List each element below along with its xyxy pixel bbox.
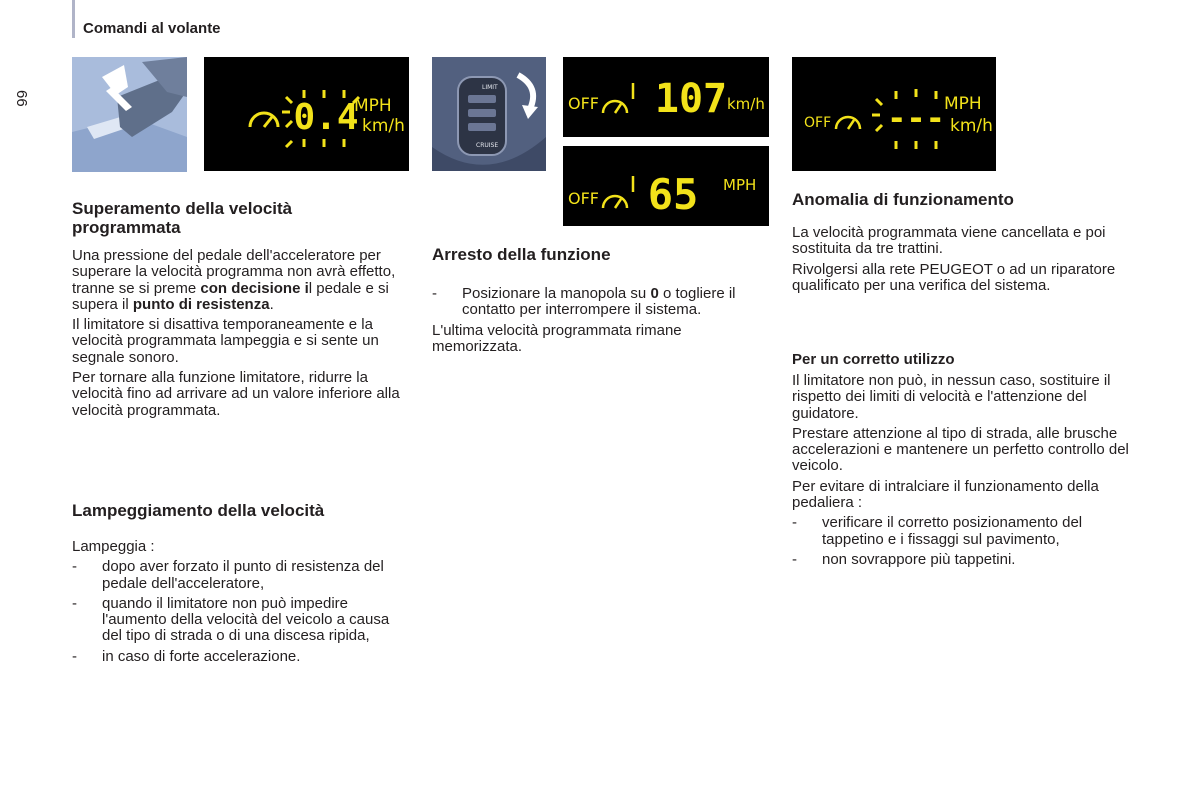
list-item-text: in caso di forte accelerazione. (102, 647, 301, 665)
heading-line-1: Superamento della velocità (72, 199, 293, 218)
paragraph: Il limitatore non può, in nessun caso, sostituire il rispetto dei limiti di velocità e l'attenzione del guidatore. (792, 372, 1111, 422)
text: Una pressione del pedale dell'acceleratore per superare la velocità programma non avrà effetto, tranne se si preme (72, 247, 396, 297)
heading-malfunction: Anomalia di funzionamento (792, 190, 1014, 209)
heading-stop-function: Arresto della funzione (432, 245, 611, 264)
heading-flashing-speed: Lampeggiamento della velocità (72, 501, 325, 520)
paragraph: Prestare attenzione al tipo di strada, alle brusche accelerazioni e mantenere un perfetto controllo del veicolo. (792, 424, 1129, 475)
dashes-display (792, 57, 996, 171)
page-number: 66 (13, 90, 30, 107)
display-speed-value: 65 (647, 170, 699, 219)
malfunction-body (792, 225, 1132, 298)
correct-use-body (792, 373, 1132, 572)
knob-label-limit: LIMIT (482, 84, 498, 91)
display-unit-mph: MPH (944, 94, 982, 114)
text: l pedale e si supera il (72, 279, 389, 313)
off-kmh-display (563, 57, 769, 137)
list-item-text: dopo aver forzato il punto di resistenza del pedale dell'acceleratore, (102, 558, 384, 592)
display-unit-kmh: km/h (362, 116, 405, 136)
display-off-mph (563, 146, 769, 226)
display-speed-value: 107 (654, 76, 728, 122)
heading-line-2: programmata (72, 218, 181, 237)
list-item: - dopo aver forzato il punto di resistenza del pedale dell'acceleratore, (72, 558, 384, 592)
list-item: - quando il limitatore non può impedire l'aumento della velocità del veicolo a causa del tipo di strada o di una discesa ripida, (72, 594, 390, 645)
off-mph-display (563, 146, 769, 226)
paragraph: Per evitare di intralciare il funzionamento della pedaliera : (792, 477, 1099, 512)
display-off-kmh (563, 57, 769, 137)
paragraph: Rivolgersi alla rete PEUGEOT o ad un riparatore qualificato per una verifica del sistema. (792, 260, 1116, 294)
display-off-label: OFF (568, 94, 599, 113)
knob-label-cruise: CRUISE (476, 142, 499, 149)
list-item: - verificare il corretto posizionamento del tappetino e i fissaggi sul pavimento, (792, 514, 1083, 548)
list-item: - non sovrappore più tappetini. (792, 550, 1016, 568)
heading-correct-use: Per un corretto utilizzo (792, 351, 955, 368)
text-bold: 0 (650, 285, 659, 302)
list-item-text: quando il limitatore non può impedire l'aumento della velocità del veicolo a causa del tipo di strada o di una discesa ripida, (102, 594, 390, 645)
display-off-label: OFF (804, 115, 832, 131)
display-off-label: OFF (568, 189, 599, 208)
display-flashing-speed (204, 57, 409, 171)
accelerator-pedal-foot-icon (72, 57, 187, 172)
accelerator-pedal-illustration (72, 57, 187, 172)
list-item-text: verificare il corretto posizionamento del tappetino e i fissaggi sul pavimento, (822, 514, 1083, 548)
paragraph: Lampeggia : (72, 538, 155, 555)
control-knob-icon (432, 57, 546, 171)
text: Posizionare la manopola su (462, 285, 651, 302)
list-item-text: non sovrappore più tappetini. (822, 550, 1016, 568)
flashing-speed-body (72, 539, 407, 669)
speedometer-icon (836, 117, 860, 129)
display-dashes (792, 57, 996, 171)
heading-exceeding-speed (72, 199, 402, 237)
paragraph: Per tornare alla funzione limitatore, ridurre la velocità fino ad arrivare ad un valore inferiore alla velocità programmata. (72, 369, 400, 419)
list-item: - in caso di forte accelerazione. (72, 647, 301, 665)
paragraph: L'ultima velocità programmata rimane memorizzata. (432, 321, 682, 355)
text-bold: punto di resistenza (132, 295, 270, 313)
text: . (269, 295, 274, 313)
speed-limit-display (204, 57, 409, 171)
speedometer-icon (603, 176, 633, 208)
text-bold: con decisione i (200, 279, 309, 297)
display-unit-kmh: km/h (950, 116, 993, 136)
speedometer-icon (250, 113, 278, 127)
display-unit-mph: MPH (354, 96, 392, 116)
text: o togliere il contatto per interrompere il sistema. (462, 285, 736, 319)
paragraph (72, 248, 407, 313)
display-unit-mph: MPH (723, 176, 757, 194)
display-unit-kmh: km/h (727, 95, 765, 113)
header-rule (72, 0, 75, 38)
paragraph: Il limitatore si disattiva temporaneamente e la velocità programmata lampeggia e si sente un segnale sonoro. (72, 316, 379, 366)
section-header: Comandi al volante (83, 20, 221, 37)
stop-function-body (432, 286, 767, 359)
paragraph: La velocità programmata viene cancellata e poi sostituita da tre trattini. (792, 224, 1106, 258)
display-speed-value: 0.4 (293, 97, 359, 138)
list-item: - Posizionare la manopola su 0 o togliere il contatto per interrompere il sistema. (432, 285, 736, 319)
steering-control-knob-illustration (432, 57, 546, 171)
speedometer-icon (603, 83, 633, 113)
display-speed-value: --- (887, 99, 945, 137)
exceeding-speed-body (72, 248, 407, 423)
